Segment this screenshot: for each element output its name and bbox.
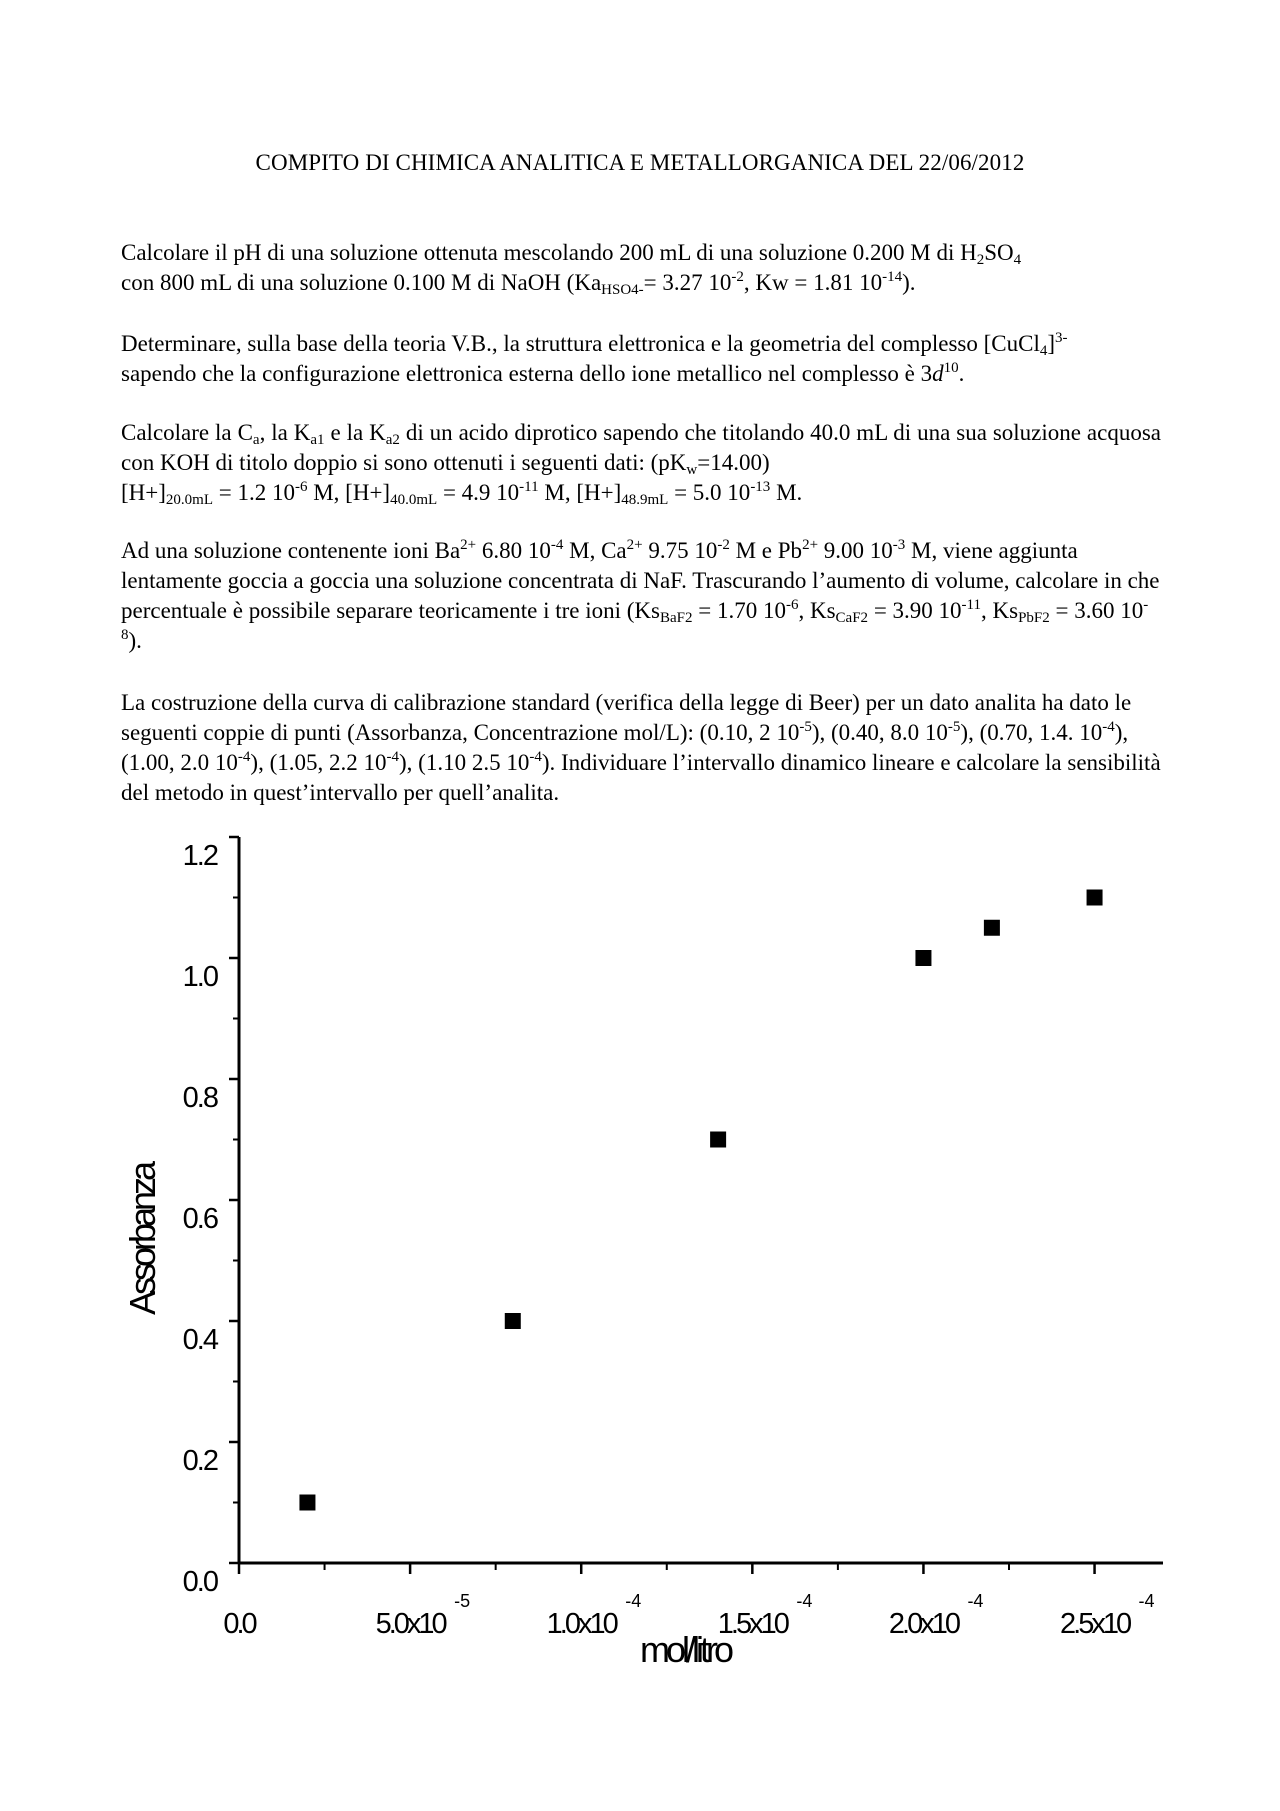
y-tick-label: 0.0 xyxy=(182,1566,217,1598)
data-point xyxy=(1087,890,1103,906)
chart-ticks xyxy=(229,837,1095,1574)
x-tick-exponent: -4 xyxy=(625,1591,642,1611)
chart-labels xyxy=(122,840,1155,1670)
x-axis-title: mol/litro xyxy=(639,1629,731,1670)
exercise-4-text: Ad una soluzione contenente ioni $Ba^{2+}$ 6.80 $10^{-4}$ M, $Ca^{2+}$ 9.75 $10^{-2}$ M e $Pb^{2+}$ 9.00 $10^{-3}$ M, viene aggiunta lentamente goccia a goccia una soluzione concentrata di NaF. Trascurando l’aumento di volume, calcolare in che percentuale è possibile separare teoricamente i tre ioni ($Ks_{BaF2} = 1.70$ $10^{-6}$, $Ks_{CaF2} = 3.90$ $10^{-11}$, $Ks_{PbF2} = 3.60$ $10^{-8}$). xyxy=(121,537,1160,653)
chart-axes xyxy=(239,837,1163,1563)
y-tick-label: 0.6 xyxy=(182,1203,217,1235)
chart-points xyxy=(299,890,1102,1511)
y-tick-label: 0.8 xyxy=(182,1082,217,1114)
y-tick-label: 0.4 xyxy=(182,1324,217,1356)
x-tick-exponent: -4 xyxy=(967,1591,984,1611)
x-tick-label: 2.0x10 xyxy=(888,1608,958,1640)
exercise-1-text: Calcolare il pH di una soluzione ottenuta mescolando 200 mL di una soluzione 0.200 M di $H_2SO_4$ con 800 mL di una soluzione 0.100 M di NaOH ($Ka_{HSO4-}= 3.27$ $10^{-2}$, Kw = 1.81 $10^{-14}$). xyxy=(121,240,1022,298)
x-tick-label: 1.5x10 xyxy=(717,1608,787,1640)
x-tick-exponent: -4 xyxy=(1138,1591,1155,1611)
data-point xyxy=(710,1132,726,1148)
y-tick-label: 1.2 xyxy=(182,840,217,872)
exercise-3-text: Calcolare la $C_a$, la $K_{a1}$ e la $K_{a2}$ di un acido diprotico sapendo che titolando 40.0 mL di una sua soluzione acquosa con KOH di titolo doppio si sono ottenuti i seguenti dati: $(pK_w=14.00)$ $[H+]_{20.0mL} = 1.2$ $10^{-6}$ M, $[H+]_{40.0mL} = 4.9$ $10^{-11}$ M, $[H+]_{48.9mL} = 5.0$ $10^{-13}$ M. xyxy=(121,420,1161,508)
data-point xyxy=(299,1495,315,1511)
x-tick-label: 1.0x10 xyxy=(546,1608,616,1640)
y-axis-title: Assorbanza xyxy=(122,1164,163,1316)
data-point xyxy=(915,950,931,966)
data-point xyxy=(984,920,1000,936)
exercise-5-text: La costruzione della curva di calibrazione standard (verifica della legge di Beer) per un dato analita ha dato le seguenti coppie di punti (Assorbanza, Concentrazione mol/L): (0.10, 2 $10^{-5}$), (0.40, 8.0 $10^{-5}$), (0.70, 1.4. $10^{-4}$), (1.00, 2.0 $10^{-4}$), (1.05, 2.2 $10^{-4}$), (1.10 2.5 $10^{-4}$). Individuare l’intervallo dinamico lineare e calcolare la sensibilità del metodo in quest’intervallo per quell’analita. xyxy=(121,690,1161,805)
y-tick-label: 0.2 xyxy=(182,1445,217,1477)
page-title: COMPITO DI CHIMICA ANALITICA E METALLORGANICA DEL 22/06/2012 xyxy=(255,150,1025,175)
x-tick-label: 2.5x10 xyxy=(1060,1608,1130,1640)
data-point xyxy=(505,1313,521,1329)
y-tick-label: 1.0 xyxy=(182,961,217,993)
exercise-2-text: Determinare, sulla base della teoria V.B., la struttura elettronica e la geometria del complesso [CuCl$_4$]$^{3-}$ sapendo che la configurazione elettronica esterna dello ione metallico nel complesso è $3d^{10}$. xyxy=(121,330,1068,386)
x-tick-exponent: -5 xyxy=(454,1591,471,1611)
x-tick-exponent: -4 xyxy=(796,1591,813,1611)
x-tick-label: 0.0 xyxy=(223,1608,255,1640)
x-tick-label: 5.0x10 xyxy=(375,1608,445,1640)
